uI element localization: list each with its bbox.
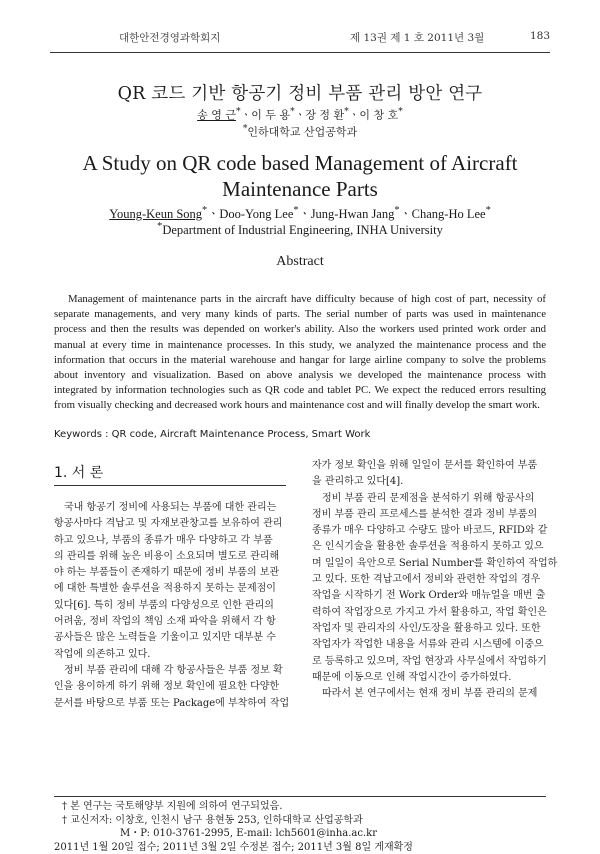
english-author-second: Doo-Yong Lee [219, 207, 293, 221]
korean-authors [0, 106, 600, 123]
english-authors [0, 204, 600, 222]
body-line: 정비 부품 관리에 대해 각 항공사들은 부품 정보 확 [54, 663, 288, 679]
body-line: 인을 용이하게 하기 위해 정보 확인에 필요한 다양한 [54, 679, 288, 695]
section-heading-introduction: 1. 서 론 [54, 462, 103, 482]
body-line: 있다[6]. 특히 정비 부품의 다양성으로 인한 관리의 [54, 598, 288, 614]
abstract-body: Management of maintenance parts in the aircraft have difficulty because of high cost of part, necessity of separate managements, and very many kinds of parts. The serial number of parts was used in maintenance process and then the results was depended on worker's ability. Also the workers used printed work order and manual at every time in maintenance processes. In this study, we analyzed the maintenance process and the information that occurs in the material warehouse and hangar for large airline company to solve the problems about inventory and visualization. Based on above analysis we developed the maintenance process with integrated by information technologies such as QR code and tablet PC. We expect the reduced errors resulting from visually checking and decreased work hours and maintenance cost and will finally develop the smart work. [54, 292, 546, 414]
body-line: 작업에 의존하고 있다. [54, 647, 288, 663]
english-author-first: Young-Keun Song [109, 207, 202, 221]
issue-info: 제 13권 제 1 호 2011년 3월 [350, 30, 484, 45]
body-line: 작업을 시작하기 전 Work Order와 매뉴얼을 매번 출 [312, 588, 548, 604]
author-separator: ㆍ [207, 207, 219, 221]
author-mark: * [398, 106, 403, 117]
body-line: 국내 항공기 정비에 사용되는 부품에 대한 관리는 [54, 500, 288, 516]
footnote-corresponding-author: † 교신저자: 이창호, 인천시 남구 용현동 253, 인하대학교 산업공학과 [62, 814, 413, 828]
english-affiliation [0, 221, 600, 238]
korean-title: QR 코드 기반 항공기 정비 부품 관리 방안 연구 [0, 80, 600, 105]
body-line: 자가 정보 확인을 위해 일일이 문서를 확인하여 부품 [312, 458, 548, 474]
author-mark: * [486, 205, 491, 216]
korean-affiliation-text: 인하대학교 산업공학과 [247, 126, 357, 139]
body-line: 때문에 이동으로 인해 작업시간이 증가하였다. [312, 670, 548, 686]
affiliation-mark: * [157, 221, 162, 232]
english-author-fourth: Chang-Ho Lee [412, 207, 486, 221]
author-mark: * [202, 205, 207, 216]
korean-author-first: 송 영 근 [197, 109, 236, 122]
english-title-line-1: A Study on QR code based Management of Aircraft [0, 150, 600, 176]
body-line: 정비 부품 관리 프로세스를 분석한 결과 정비 부품의 [312, 507, 548, 523]
abstract-heading: Abstract [0, 254, 600, 270]
footnote-contact: M・P: 010-3761-2995, E-mail: lch5601@inha.ac.kr [62, 827, 413, 841]
keywords: Keywords : QR code, Aircraft Maintenance Process, Smart Work [54, 429, 370, 440]
journal-name: 대한안전경영과학회지 [119, 30, 220, 45]
korean-author-third: ㆍ장 정 환 [295, 109, 345, 122]
page-number: 183 [530, 30, 550, 42]
header-divider [50, 52, 550, 53]
author-separator: ㆍ [299, 207, 311, 221]
body-line: 정비 부품 관리 문제점을 분석하기 위해 항공사의 [312, 491, 548, 507]
body-line: 고 있다. 또한 격납고에서 정비와 관련한 작업의 경우 [312, 572, 548, 588]
author-mark: * [236, 106, 241, 117]
body-line: 항공사마다 격납고 및 자재보관창고를 보유하여 관리 [54, 516, 288, 532]
body-line: 에 대한 특별한 솔루션을 적용하지 못하는 문제점이 [54, 581, 288, 597]
english-title [0, 150, 600, 202]
footnotes [62, 800, 413, 854]
body-line: 작업자 및 관리자의 사인/도장을 활용하고 있다. 또한 [312, 621, 548, 637]
footnote-funding: † 본 연구는 국토해양부 지원에 의하여 연구되었음. [62, 800, 413, 814]
english-affiliation-text: Department of Industrial Engineering, INHA University [162, 223, 443, 237]
body-line: 야 하는 부품들이 존재하기 때문에 정비 부품의 보관 [54, 565, 288, 581]
affiliation-mark: * [243, 123, 248, 134]
footnote-dates: 2011년 1월 20일 접수; 2011년 3월 2일 수정본 접수; 2011년 3월 8일 게재확정 [54, 841, 413, 854]
footnote-divider [54, 796, 546, 797]
body-line: 은 인식기술을 활용한 솔루션을 적용하지 못하고 있으 [312, 539, 548, 555]
body-line: 로 등록하고 있으며, 작업 현장과 사무실에서 작업하기 [312, 654, 548, 670]
korean-author-second: ㆍ이 두 용 [241, 109, 291, 122]
body-line: 하고 있으나, 부품의 종류가 매우 다양하고 각 부품 [54, 533, 288, 549]
body-line: 따라서 본 연구에서는 현재 정비 부품 관리의 문제 [312, 686, 548, 702]
body-line: 문서를 바탕으로 부품 또는 Package에 부착하여 작업 [54, 696, 288, 712]
english-title-line-2: Maintenance Parts [0, 176, 600, 202]
body-line: 작업자가 작업한 내용을 서류와 관리 시스템에 이중으 [312, 637, 548, 653]
author-mark: * [293, 205, 298, 216]
body-line: 을 관리하고 있다[4]. [312, 474, 548, 490]
body-column-right [312, 458, 548, 702]
korean-affiliation [0, 123, 600, 140]
body-line: 어려움, 정비 작업의 책임 소재 파악을 위해서 각 항 [54, 614, 288, 630]
body-line: 며 일일이 육안으로 Serial Number를 확인하여 작업하 [312, 556, 548, 572]
body-line: 력하여 작업장으로 가지고 가서 활용하고, 작업 확인은 [312, 605, 548, 621]
author-mark: * [344, 106, 349, 117]
korean-author-fourth: ㆍ이 창 호 [349, 109, 399, 122]
author-mark: * [290, 106, 295, 117]
running-header [50, 30, 550, 46]
english-author-third: Jung-Hwan Jang [311, 207, 395, 221]
author-separator: ㆍ [400, 207, 412, 221]
body-line: 종류가 매우 다양하고 수량도 많아 바코드, RFID와 같 [312, 523, 548, 539]
section-divider [54, 485, 286, 486]
author-mark: * [394, 205, 399, 216]
body-line: 공사들은 많은 노력들을 기울이고 있지만 대부분 수 [54, 630, 288, 646]
body-line: 의 관리를 위해 높은 비용이 소요되며 별도로 관리해 [54, 549, 288, 565]
body-column-left [54, 500, 288, 712]
